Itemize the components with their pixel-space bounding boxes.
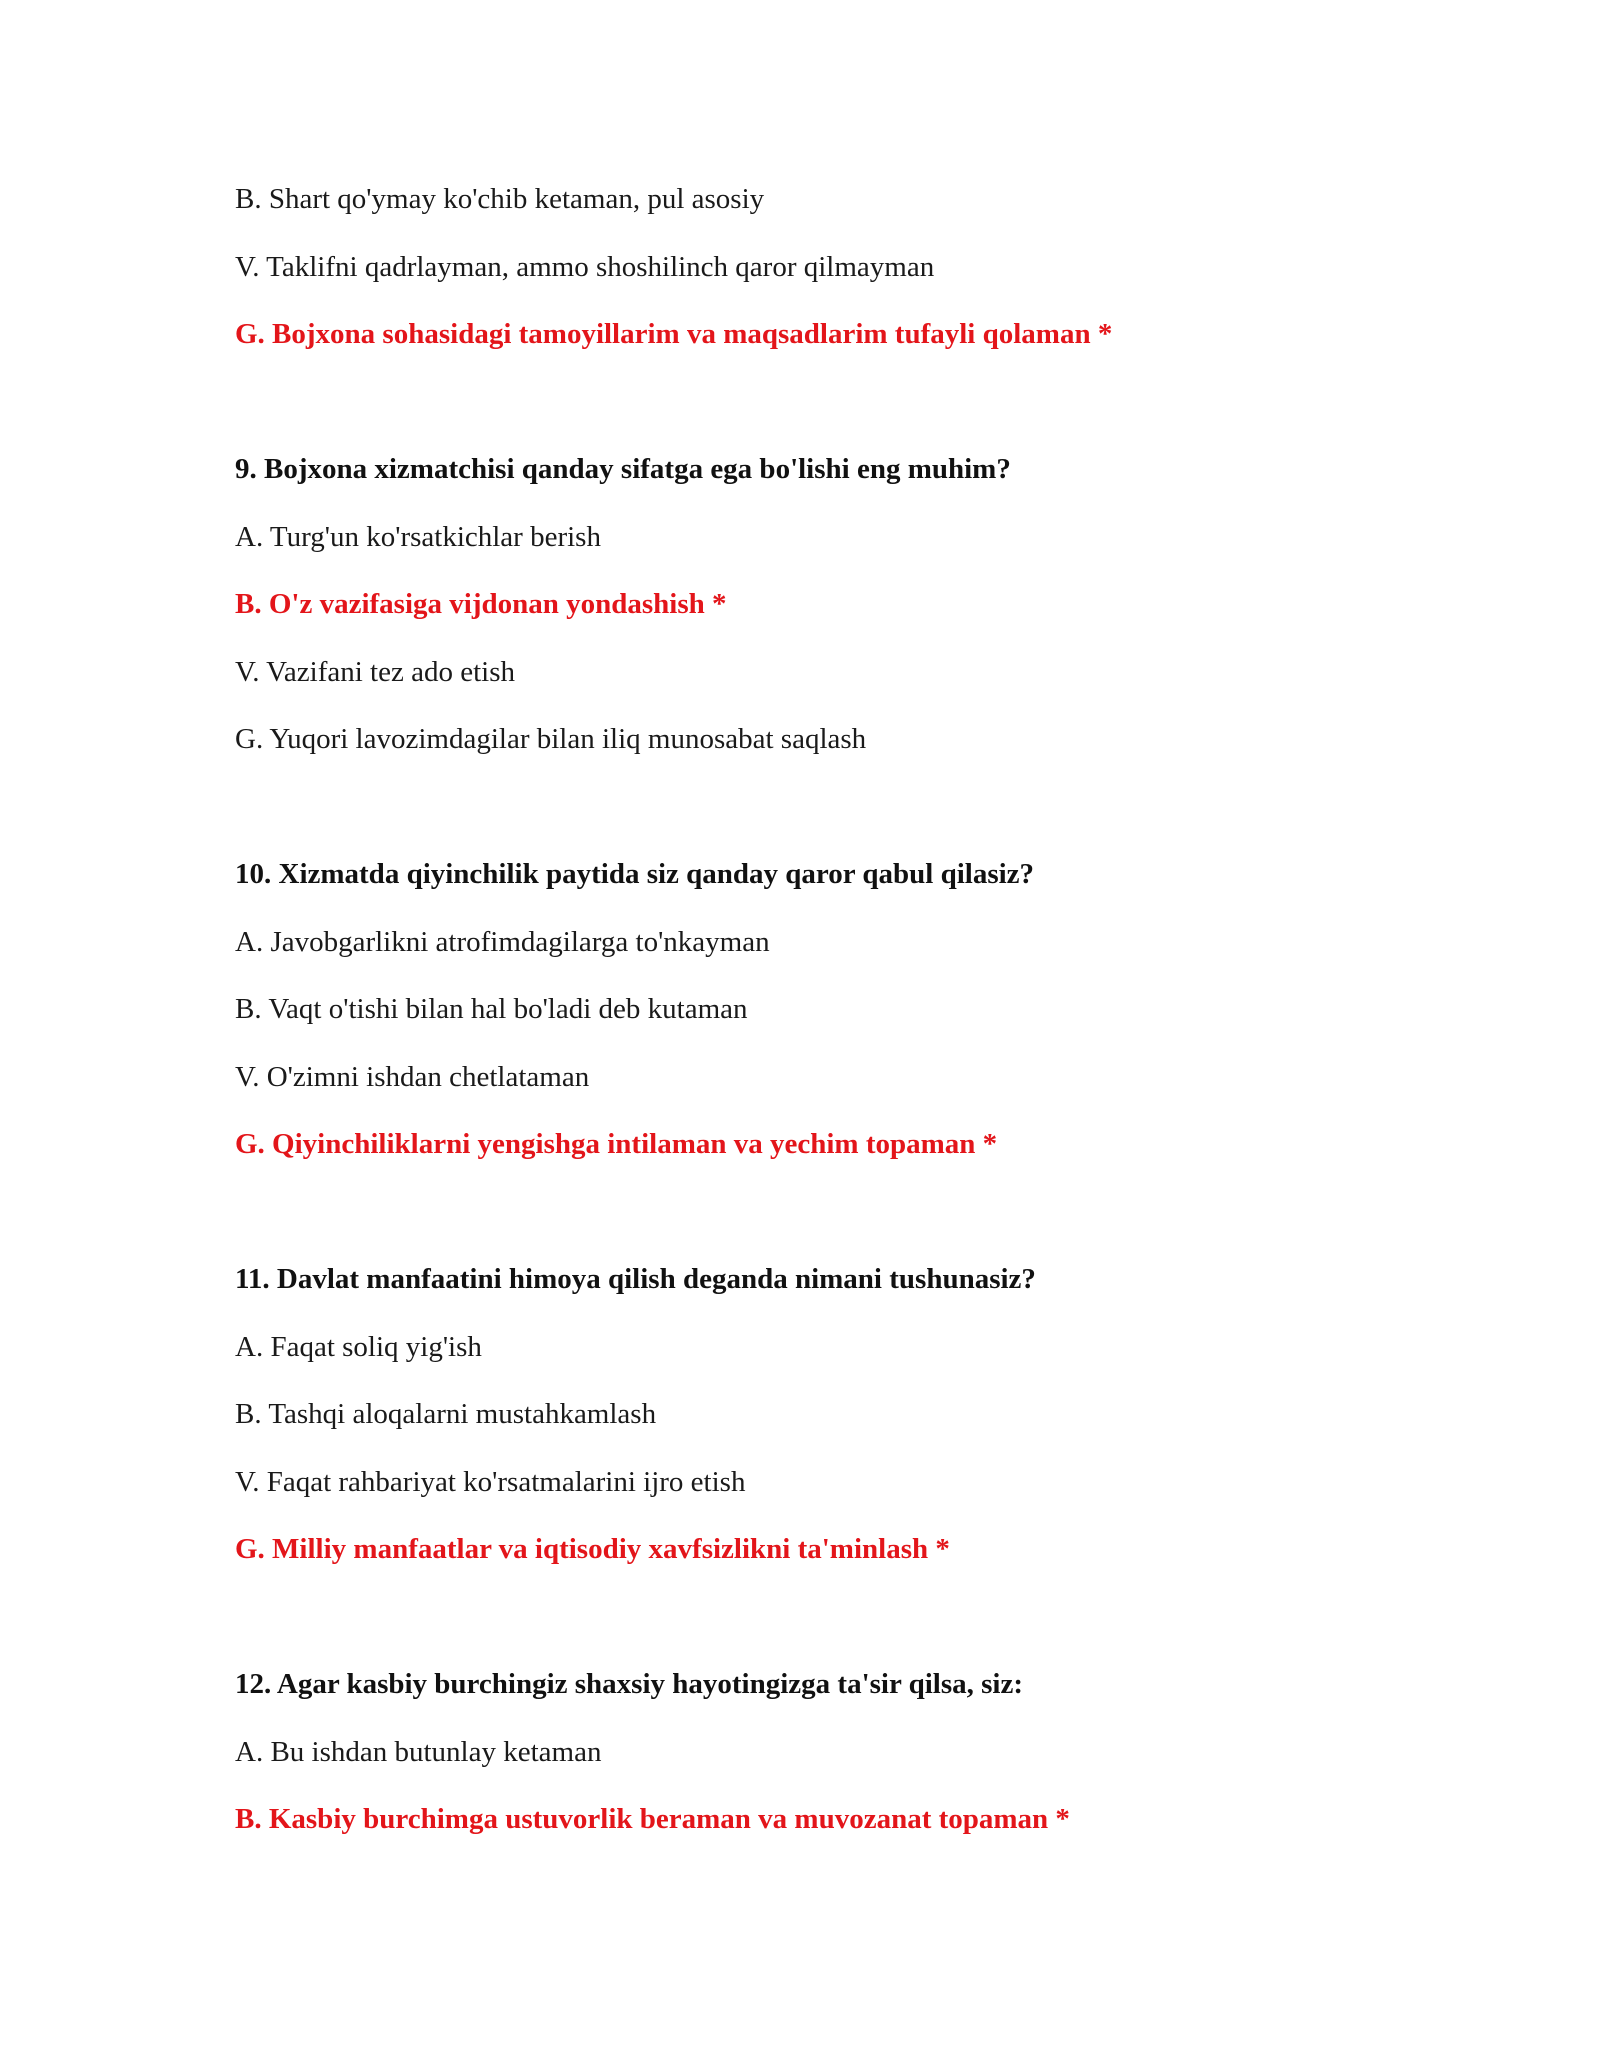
answer-option: B. Tashqi aloqalarni mustahkamlash <box>235 1398 657 1430</box>
correct-answer: G. Bojxona sohasidagi tamoyillarim va maqsadlarim tufayli qolaman * <box>235 318 1113 350</box>
document-content <box>235 182 1435 1870</box>
answer-option: B. Shart qo'ymay ko'chib ketaman, pul asosiy <box>235 183 765 215</box>
question-title: 12. Agar kasbiy burchingiz shaxsiy hayotingizga ta'sir qilsa, siz: <box>235 1668 1023 1700</box>
section-gap <box>235 385 1435 453</box>
correct-answer: B. Kasbiy burchimga ustuvorlik beraman va muvozanat topaman * <box>235 1803 1070 1835</box>
answer-option: V. Faqat rahbariyat ko'rsatmalarini ijro etish <box>235 1465 746 1498</box>
answer-option: V. O'zimni ishdan chetlataman <box>235 1060 590 1093</box>
answer-option: A. Faqat soliq yig'ish <box>235 1330 482 1363</box>
correct-answer: G. Qiyinchiliklarni yengishga intilaman va yechim topaman * <box>235 1128 998 1160</box>
answer-option: V. Taklifni qadrlayman, ammo shoshilinch qaror qilmayman <box>235 250 935 283</box>
section-gap <box>235 1600 1435 1668</box>
section-gap <box>235 790 1435 858</box>
correct-answer: B. O'z vazifasiga vijdonan yondashish * <box>235 588 727 620</box>
answer-option: B. Vaqt o'tishi bilan hal bo'ladi deb kutaman <box>235 993 748 1025</box>
question-title: 9. Bojxona xizmatchisi qanday sifatga ega bo'lishi eng muhim? <box>235 453 1011 485</box>
section-gap <box>235 1195 1435 1263</box>
correct-answer: G. Milliy manfaatlar va iqtisodiy xavfsizlikni ta'minlash * <box>235 1533 950 1565</box>
answer-option: A. Turg'un ko'rsatkichlar berish <box>235 520 601 553</box>
answer-option: A. Bu ishdan butunlay ketaman <box>235 1735 602 1768</box>
question-title: 10. Xizmatda qiyinchilik paytida siz qanday qaror qabul qilasiz? <box>235 858 1035 890</box>
question-title: 11. Davlat manfaatini himoya qilish deganda nimani tushunasiz? <box>235 1263 1036 1295</box>
answer-option: G. Yuqori lavozimdagilar bilan iliq munosabat saqlash <box>235 723 867 755</box>
answer-option: A. Javobgarlikni atrofimdagilarga to'nkayman <box>235 925 770 958</box>
answer-option: V. Vazifani tez ado etish <box>235 655 515 688</box>
